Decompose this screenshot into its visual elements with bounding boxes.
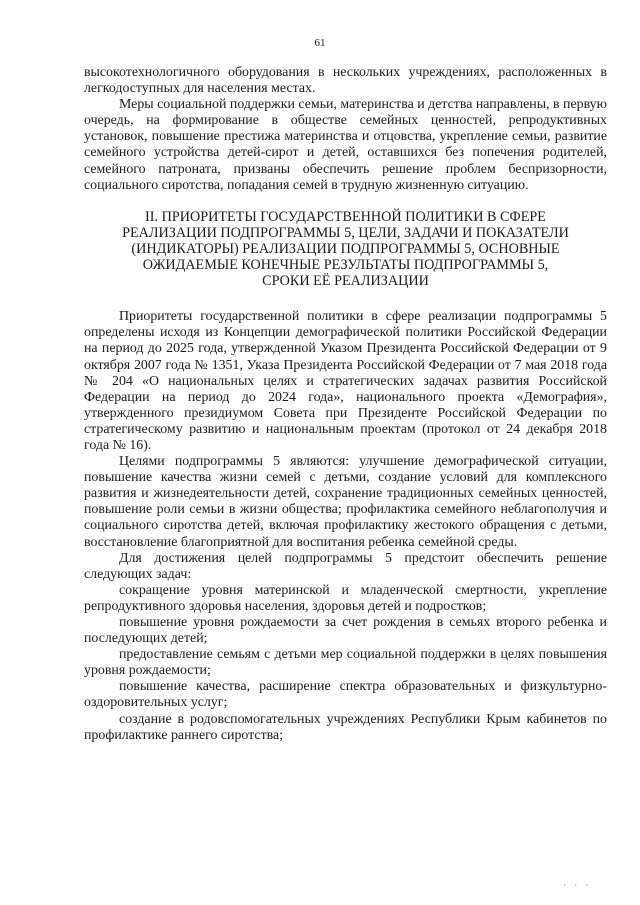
task-item: повышение уровня рождаемости за счет рождения в семьях второго ребенка и последующих детей;	[84, 615, 607, 647]
heading-line: РЕАЛИЗАЦИИ ПОДПРОГРАММЫ 5, ЦЕЛИ, ЗАДАЧИ И ПОКАЗАТЕЛИ	[122, 224, 569, 241]
heading-line: ОЖИДАЕМЫЕ КОНЕЧНЫЕ РЕЗУЛЬТАТЫ ПОДПРОГРАММЫ 5,	[142, 257, 549, 274]
task-item: предоставление семьям с детьми мер социальной поддержки в целях повышения уровня рождаемости;	[84, 647, 607, 679]
paragraph-tasks-intro: Для достижения целей подпрограммы 5 предстоит обеспечить решение следующих задач:	[84, 550, 607, 582]
heading-line: (ИНДИКАТОРЫ) РЕАЛИЗАЦИИ ПОДПРОГРАММЫ 5, ОСНОВНЫЕ	[131, 240, 560, 257]
paragraph-priorities: Приоритеты государственной политики в сфере реализации подпрограммы 5 определены исходя из Концепции демографической политики Российской Федерации на период до 2025 года, утвержденной Указом Президента Российской Федерации от 9 октября 2007 года № 1351, Указа Президента Российской Федерации от 7 мая 2018 года № 204 «О национальных целях и стратегических задачах развития Российской Федерации на период до 2024 года», национального проекта «Демография», утвержденного президиумом Совета при Президенте Российской Федерации по стратегическому развитию и национальным проектам (протокол от 24 декабря 2018 года № 16).	[84, 309, 607, 453]
paragraph-social-support: Меры социальной поддержки семьи, материнства и детства направлены, в первую очередь, на формирование в обществе семейных ценностей, репродуктивных установок, повышение престижа материнства и отцовства, укрепление семьи, развитие семейного устройства детей-сирот и детей, оставшихся без попечения родителей, семейного патроната, призваны обеспечить решение проблем беспризорности, социального сиротства, попадания семей в трудную жизненную ситуацию.	[84, 97, 607, 193]
page-number: 61	[314, 37, 326, 49]
paragraph-continuation: высокотехнологичного оборудования в нескольких учреждениях, расположенных в легкодоступных для населения местах.	[84, 65, 607, 97]
task-item: повышение качества, расширение спектра образовательных и физкультурно-оздоровительных услуг;	[84, 679, 607, 711]
page-content	[84, 65, 607, 744]
task-item: создание в родовспомогательных учреждениях Республики Крым кабинетов по профилактике раннего сиротства;	[84, 711, 607, 743]
section-heading	[84, 209, 607, 289]
heading-line: II. ПРИОРИТЕТЫ ГОСУДАРСТВЕННОЙ ПОЛИТИКИ В СФЕРЕ	[145, 208, 546, 225]
paragraph-goals: Целями подпрограммы 5 являются: улучшение демографической ситуации, повышение качества жизни семей с детьми, создание условий для комплексного развития и жизнедеятельности детей, сохранение традиционных семейных ценностей, повышение роли семьи в жизни общества; профилактика семейного неблагополучия и социального сиротства детей, включая профилактику жестокого обращения с детьми, восстановление благоприятной для воспитания ребенка семейной среды.	[84, 454, 607, 550]
task-item: сокращение уровня материнской и младенческой смертности, укрепление репродуктивного здоровья населения, здоровья детей и подростков;	[84, 582, 607, 614]
scan-speck-marks: · · ·	[563, 880, 592, 890]
heading-line: СРОКИ ЕЁ РЕАЛИЗАЦИИ	[262, 273, 429, 290]
